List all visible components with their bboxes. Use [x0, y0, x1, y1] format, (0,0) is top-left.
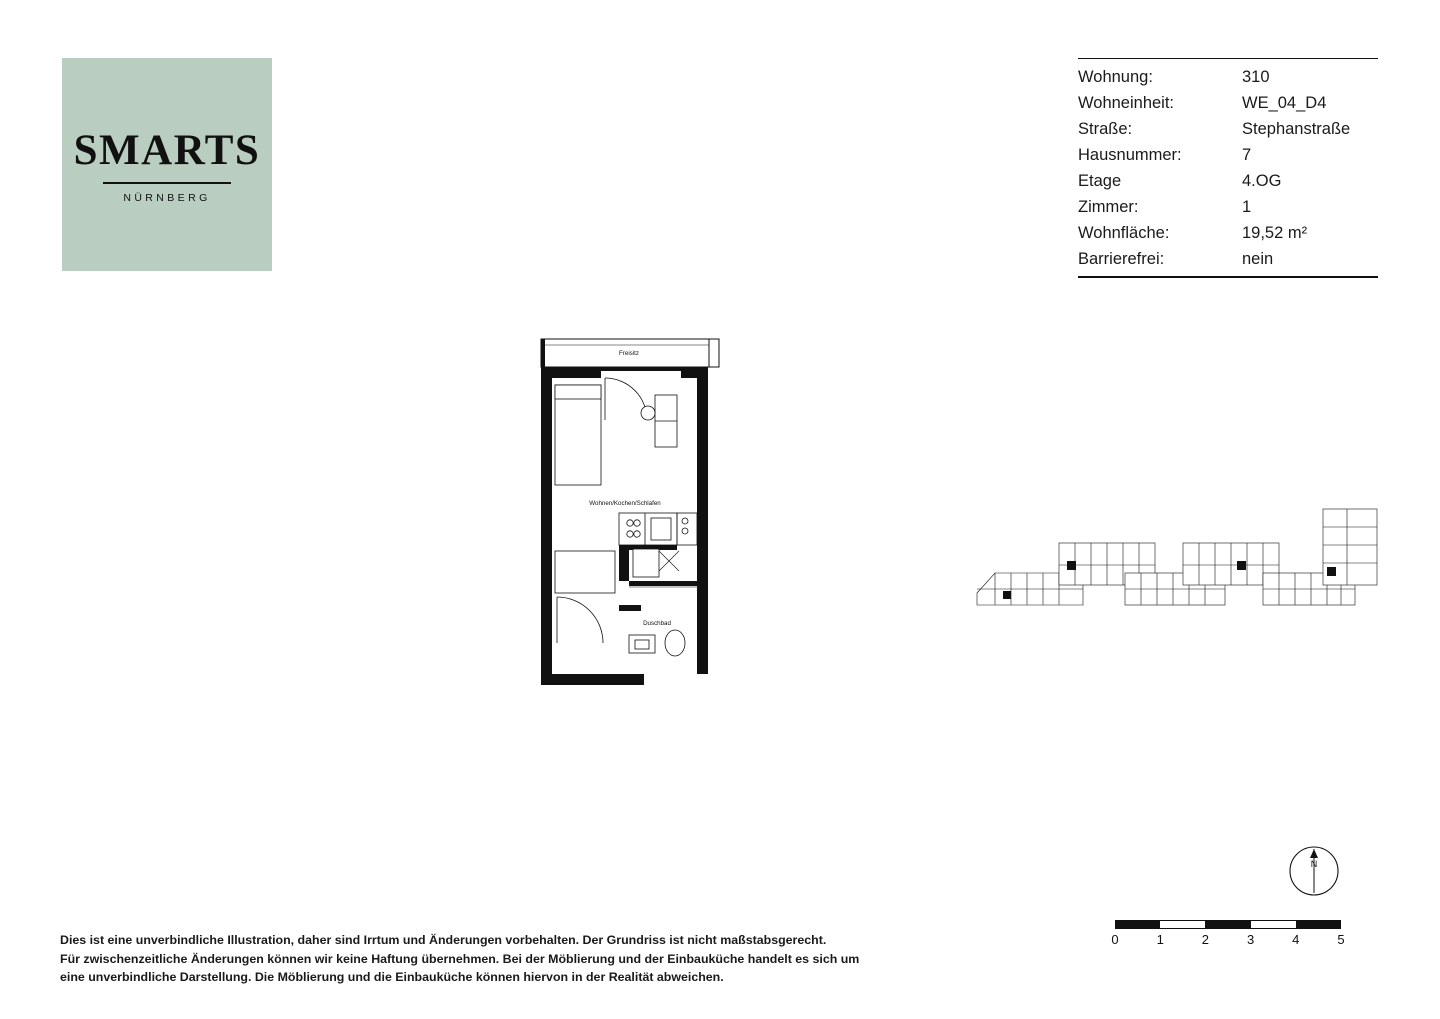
scale-tick: 4: [1292, 932, 1300, 947]
scale-segment: [1115, 920, 1160, 929]
disclaimer-line-3: eine unverbindliche Darstellung. Die Möblierung und die Einbauküche können hiervon in der Realität abweichen.: [60, 970, 724, 984]
info-row-wohneinheit: [1078, 90, 1378, 116]
info-value: 19,52 m²: [1242, 224, 1308, 243]
logo-divider: [103, 182, 231, 184]
scale-tick-labels: [1111, 932, 1345, 950]
disclaimer-text: [60, 931, 940, 987]
info-label: Straße:: [1078, 120, 1133, 139]
brand-logo: [62, 58, 272, 271]
info-rows: [1078, 59, 1378, 276]
apartment-info-table: [1078, 58, 1378, 278]
scale-segments: [1115, 920, 1341, 929]
info-row-wohnflaeche: [1078, 220, 1378, 246]
info-label: Zimmer:: [1078, 198, 1139, 217]
scale-bar: [1111, 920, 1345, 950]
floor-plan: [533, 335, 725, 695]
logo-wordmark: SMARTS: [73, 127, 261, 174]
room-label-balcony: Freisitz: [619, 350, 639, 357]
info-row-strasse: [1078, 116, 1378, 142]
scale-tick: 1: [1156, 932, 1164, 947]
scale-segment: [1205, 920, 1250, 929]
info-label: Barrierefrei:: [1078, 250, 1165, 269]
key-plan: [975, 505, 1380, 615]
info-value: Stephanstraße: [1242, 120, 1351, 139]
info-value: 310: [1242, 68, 1270, 87]
info-value: 1: [1242, 198, 1252, 217]
info-label: Hausnummer:: [1078, 146, 1182, 165]
compass-rose: [1288, 845, 1340, 897]
info-value: nein: [1242, 250, 1274, 269]
info-row-wohnung: [1078, 64, 1378, 90]
scale-tick: 3: [1246, 932, 1255, 947]
disclaimer-line-2: Für zwischenzeitliche Änderungen können wir keine Haftung übernehmen. Bei der Möblierung und der Einbauküche handelt es sich um: [60, 951, 860, 966]
room-label-main: Wohnen/Kochen/Schlafen: [589, 500, 661, 507]
info-row-hausnummer: [1078, 142, 1378, 168]
info-label: Wohnung:: [1078, 68, 1153, 87]
info-row-barrierefrei: [1078, 246, 1378, 272]
compass-north-label: N: [1310, 859, 1318, 869]
scale-tick: 2: [1201, 932, 1210, 947]
info-label: Wohnfläche:: [1078, 224, 1170, 243]
scale-segment: [1160, 920, 1205, 929]
info-label: Etage: [1078, 172, 1122, 191]
disclaimer-line-1: Dies ist eine unverbindliche Illustration, daher sind Irrtum und Änderungen vorbehalten. Der Grundriss ist nicht maßstabsgerecht.: [60, 933, 827, 947]
info-value: 4.OG: [1242, 172, 1282, 191]
scale-segment: [1296, 920, 1341, 929]
info-value: WE_04_D4: [1242, 94, 1327, 113]
bed-furniture: [555, 385, 601, 485]
info-label: Wohneinheit:: [1078, 94, 1175, 113]
info-value: 7: [1242, 146, 1252, 165]
scale-tick: 0: [1111, 932, 1119, 947]
scale-segment: [1251, 920, 1296, 929]
keyplan-tower-right: [1323, 509, 1377, 585]
info-row-zimmer: [1078, 194, 1378, 220]
scale-tick: 5: [1337, 932, 1345, 947]
info-row-etage: [1078, 168, 1378, 194]
room-label-bathroom: Duschbad: [643, 620, 671, 627]
logo-subtitle: NÜRNBERG: [123, 192, 211, 204]
info-bottom-rule: [1078, 276, 1378, 277]
